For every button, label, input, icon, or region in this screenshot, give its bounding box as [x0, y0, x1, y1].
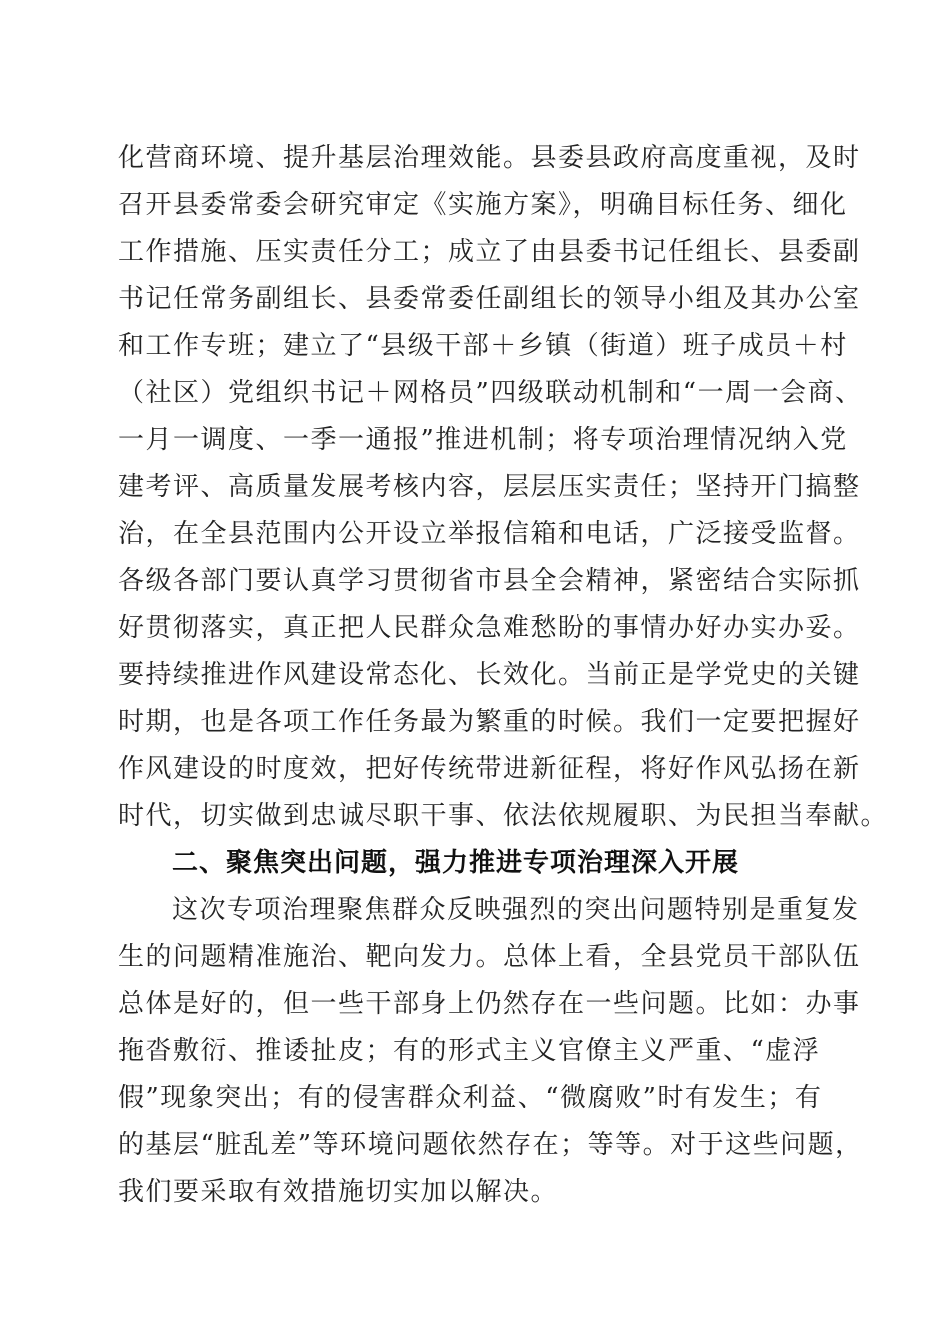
paragraph-1-line-1: 化营商环境、提升基层治理效能。县委县政府高度重视，及时	[118, 143, 861, 173]
paragraph-2-line-2: 生的问题精准施治、靶向发力。总体上看，全县党员干部队伍	[118, 942, 861, 972]
paragraph-1-line-12: 要持续推进作风建设常态化、长效化。当前正是学党史的关键	[118, 660, 861, 690]
paragraph-1-line-4: 书记任常务副组长、县委常委任副组长的领导小组及其办公室	[118, 284, 861, 314]
paragraph-2-line-1: 这次专项治理聚焦群众反映强烈的突出问题特别是重复发	[172, 895, 860, 925]
paragraph-1-line-3: 工作措施、压实责任分工；成立了由县委书记任组长、县委副	[118, 237, 861, 267]
paragraph-2-line-5: 假”现象突出；有的侵害群众利益、“微腐败”时有发生；有	[118, 1083, 823, 1113]
paragraph-1-line-5: 和工作专班；建立了“县级干部＋乡镇（街道）班子成员＋村	[118, 331, 848, 361]
paragraph-1-line-2: 召开县委常委会研究审定《实施方案》，明确目标任务、细化	[118, 190, 848, 220]
paragraph-1-line-14: 作风建设的时度效，把好传统带进新征程，将好作风弘扬在新	[118, 754, 861, 784]
paragraph-1-line-13: 时期，也是各项工作任务最为繁重的时候。我们一定要把握好	[118, 707, 861, 737]
paragraph-1-line-7: 一月一调度、一季一通报”推进机制；将专项治理情况纳入党	[118, 425, 848, 455]
paragraph-2-line-3: 总体是好的，但一些干部身上仍然存在一些问题。比如：办事	[118, 989, 861, 1019]
paragraph-1-line-11: 好贯彻落实，真正把人民群众急难愁盼的事情办好办实办妥。	[118, 613, 861, 643]
paragraph-2-line-6: 的基层“脏乱差”等环境问题依然存在；等等。对于这些问题，	[118, 1130, 863, 1160]
paragraph-1-line-10: 各级各部门要认真学习贯彻省市县全会精神，紧密结合实际抓	[118, 566, 861, 596]
paragraph-1-line-6: （社区）党组织书记＋网格员”四级联动机制和“一周一会商、	[118, 378, 863, 408]
paragraph-2-line-4: 拖沓敷衍、推诿扯皮；有的形式主义官僚主义严重、“虚浮	[118, 1036, 821, 1066]
paragraph-1-line-15: 时代，切实做到忠诚尽职干事、依法依规履职、为民担当奉献。	[118, 801, 889, 831]
paragraph-1-line-9: 治，在全县范围内公开设立举报信箱和电话，广泛接受监督。	[118, 519, 861, 549]
section-heading: 二、聚焦突出问题，强力推进专项治理深入开展	[172, 848, 740, 878]
paragraph-1-line-8: 建考评、高质量发展考核内容，层层压实责任；坚持开门搞整	[118, 472, 861, 502]
paragraph-2-line-7: 我们要采取有效措施切实加以解决。	[118, 1177, 559, 1207]
